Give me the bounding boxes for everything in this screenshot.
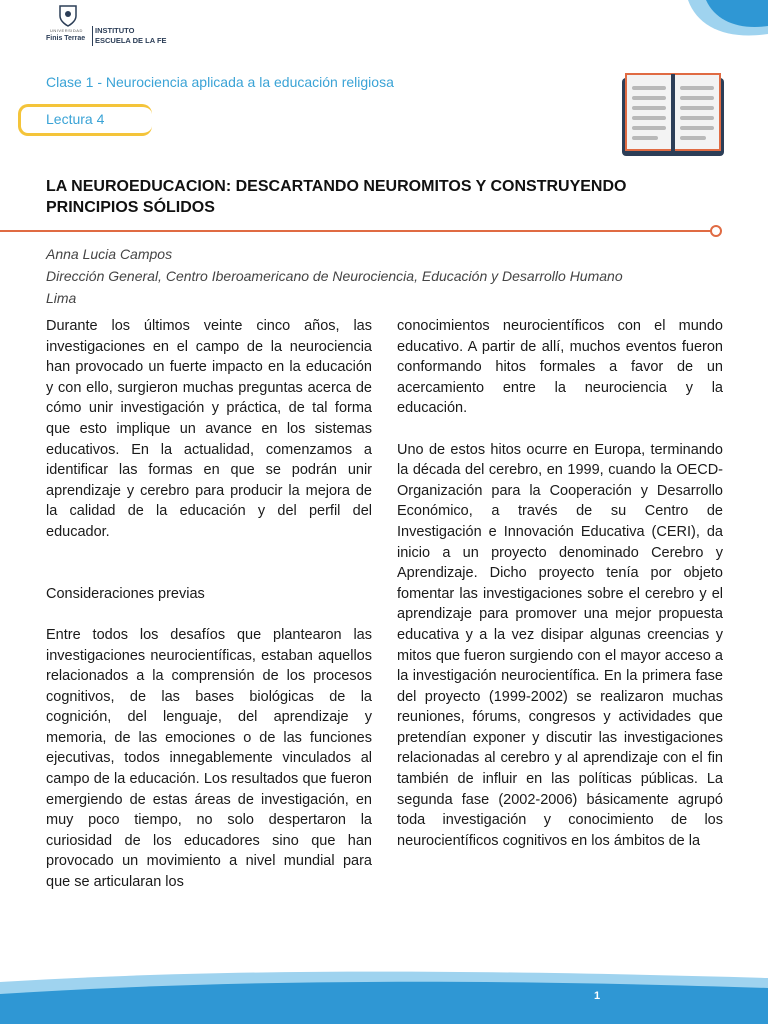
title-divider-dot [710, 225, 722, 237]
logo-institute [95, 26, 167, 46]
lecture-label: Lectura 4 [46, 111, 105, 127]
text-column-left [46, 316, 372, 893]
university-seal-icon [58, 4, 78, 28]
logo-institute-line1: INSTITUTO [95, 26, 135, 35]
article-title-line2: PRINCIPIOS SÓLIDOS [46, 199, 215, 216]
author-affiliation: Dirección General, Centro Iberoamericano de Neurociencia, Educación y Desarrollo Humano [46, 268, 623, 284]
title-divider [0, 230, 712, 232]
author-block [46, 243, 623, 309]
article-title [46, 176, 726, 218]
article-title-line1: LA NEUROEDUCACION: DESCARTANDO NEUROMITOS Y CONSTRUYENDO [46, 178, 627, 195]
text-column-right [397, 316, 723, 851]
author-name: Anna Lucia Campos [46, 246, 173, 262]
course-title: Clase 1 - Neurociencia aplicada a la educación religiosa [46, 74, 394, 90]
page-number: 1 [593, 990, 601, 1002]
logo-institute-line2: ESCUELA DE LA FE [95, 36, 167, 45]
logo-divider [92, 26, 93, 46]
logo-university-name: Finis Terrae [46, 35, 86, 42]
paragraph: Entre todos los desafíos que plantearon las investigaciones neurocientíficas, estaban aquellos relacionados a la comprensión de los procesos cognitivos, de las bases biológicas de la cognición, del lenguaje, del aprendizaje y memoria, de las emociones o de las funciones ejecutivas, todos innegablemente vinculados al campo de la educación. Los resultados que fueron emergiendo de estas áreas de investigación, en muy poco tiempo, no solo despertaron la curiosidad de los educadores sino que han provocado un movimiento a nivel mundial para que se articularan los [46, 626, 372, 891]
paragraph: Uno de estos hitos ocurre en Europa, terminando la década del cerebro, en 1999, cuando la OECD- Organización para la Cooperación y Desarrollo Económico, a través de su Centro de Investigación e Innovación Educativa (CERI), da inicio a un proyecto denominado Cerebro y Aprendizaje. Dicho proyecto tenía por objeto fomentar las investigaciones sobre el cerebro y el aprendizaje para promover una mejor propuesta educativa y a la vez disipar algunas creencias y mitos que fueron surgiendo con el mayor acceso a la investigación neurocientífica. En la primera fase del proyecto (1999-2002) se realizaron muchas reuniones, fórums, congresos y actividades que pretendían exponer y discutir las investigaciones relacionadas al cerebro y al aprendizaje con el fin también de influir en las políticas públicas. La segunda fase (2002-2006) básicamente agrupó toda investigación y conocimiento de los neurocientíficos cognitivos en los ámbitos de la [397, 441, 723, 849]
logo-university-small: UNIVERSIDAD [50, 28, 83, 33]
section-heading: Consideraciones previas [46, 585, 205, 602]
paragraph: conocimientos neurocientíficos con el mundo educativo. A partir de allí, muchos eventos fueron conformando hitos formales a favor de un acercamiento entre la neurociencia y la educación. [397, 318, 723, 417]
open-book-icon [620, 72, 726, 158]
paragraph: Durante los últimos veinte cinco años, las investigaciones en el campo de la neurociencia han provocado un fuerte impacto en la educación y con ello, surgieron muchas preguntas acerca de cómo unir investigación y práctica, de tal forma que esto implique un avance en los sistemas educativos. En la actualidad, comenzamos a identificar las formas en que se podrán unir aprendizaje y cerebro para producir la mejora de la calidad de la educación y del perfil del educador. [46, 318, 372, 540]
corner-wave-decoration [658, 0, 768, 60]
author-city: Lima [46, 290, 77, 306]
footer-wave-decoration [0, 964, 768, 1024]
institution-logo [46, 2, 186, 48]
